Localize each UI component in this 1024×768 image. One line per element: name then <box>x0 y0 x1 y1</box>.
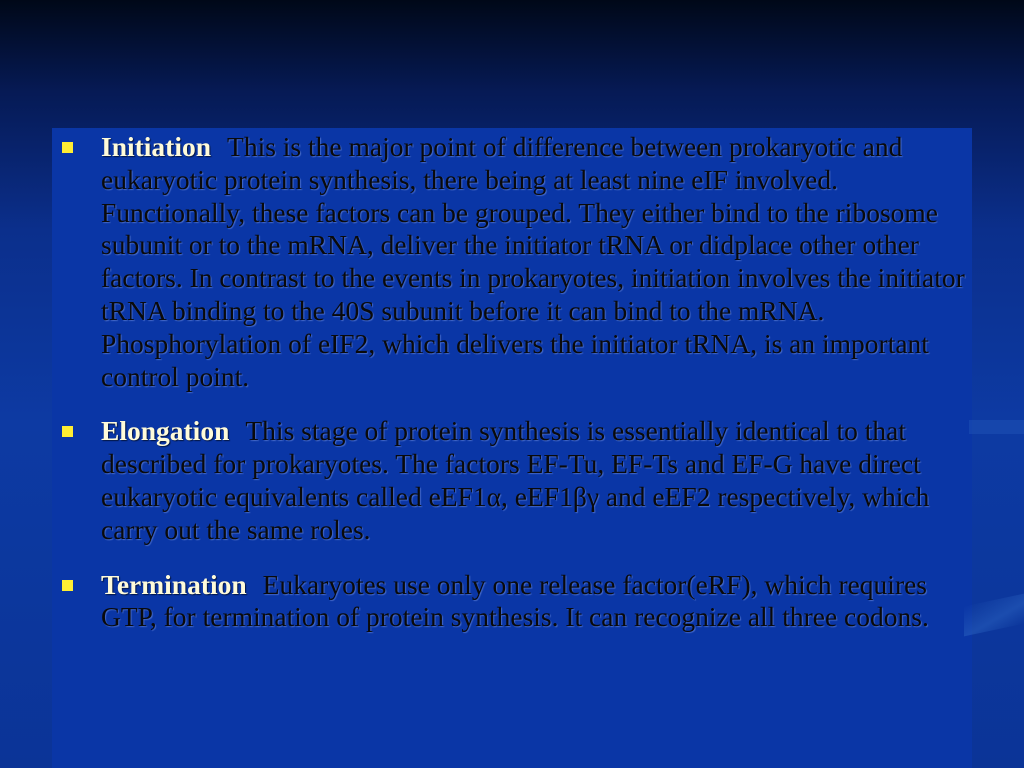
bullet-term: Initiation <box>101 131 212 162</box>
bullet-item-elongation <box>62 415 967 546</box>
bullet-term: Termination <box>101 568 247 600</box>
bullet-text: This is the major point of difference between prokaryotic and eukaryotic protein synthesis, there being at least nine eIF involved. Functionally, these factors can be grouped. They either bind to the ribosome subunit or to the mRNA, deliver the initiator tRNA or didplace other other factors. In contrast to the events in prokaryotes, initiation involves the initiator tRNA binding to the 40S subunit before it can bind to the mRNA. Phosphorylation of eIF2, which delivers the initiator tRNA, is an important control point. <box>101 131 965 392</box>
decorative-swoosh-small <box>969 420 1024 434</box>
decorative-swoosh <box>964 594 1024 637</box>
bullet-item-initiation <box>62 131 967 393</box>
square-bullet-icon <box>62 142 73 153</box>
bullet-list <box>62 131 967 634</box>
bullet-text: Eukaryotes use only one release factor(eRF), which requires GTP, for termination of protein synthesis. It can recognize all three codons. <box>101 568 929 633</box>
bullet-term: Elongation <box>101 415 230 447</box>
square-bullet-icon <box>62 426 73 437</box>
bullet-item-termination <box>62 569 967 635</box>
bullet-text: This stage of protein synthesis is essentially identical to that described for prokaryotes. The factors EF-Tu, EF-Ts and EF-G have direct eukaryotic equivalents called eEF1α, eEF1βγ and eEF2 respectively, which carry out the same roles. <box>101 415 930 545</box>
square-bullet-icon <box>62 580 73 591</box>
